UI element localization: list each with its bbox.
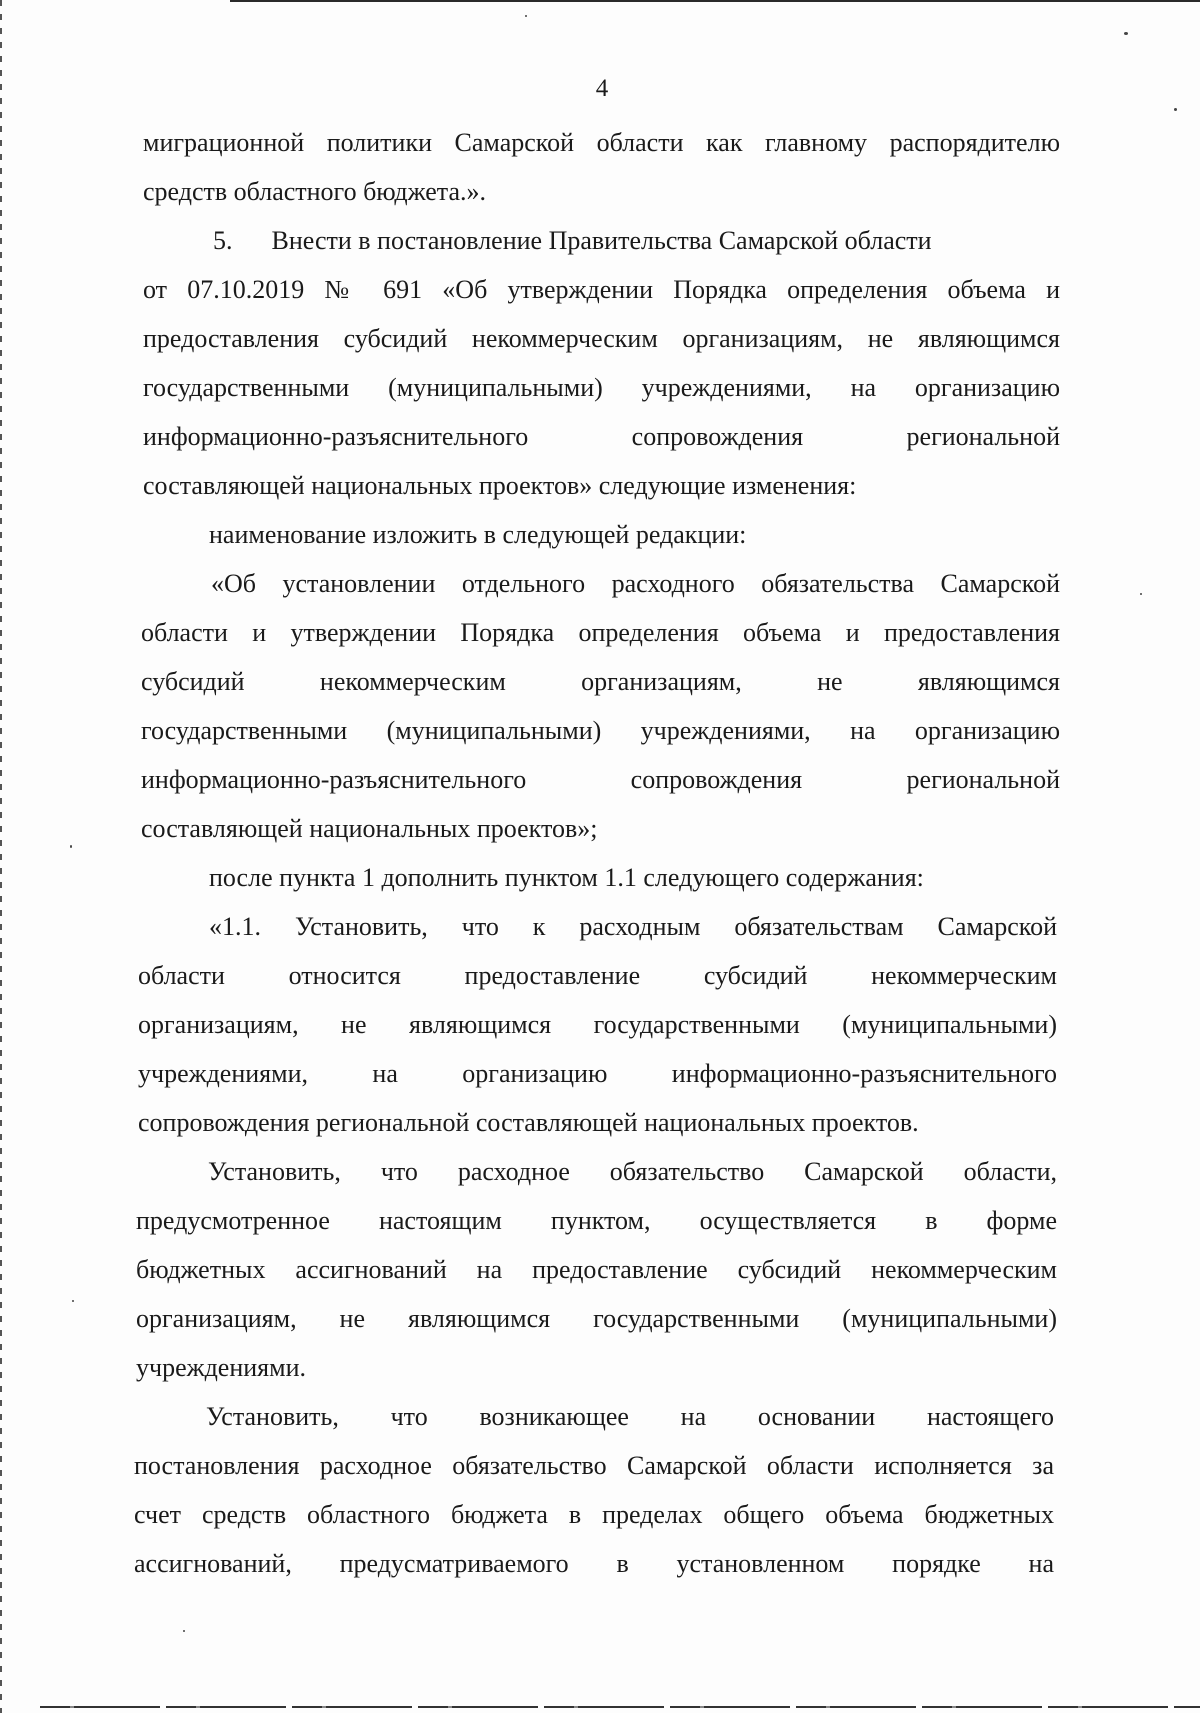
text-line-30: ассигнований, предусматриваемого в установленном порядке на — [134, 1549, 1054, 1578]
scan-edge-top — [230, 0, 1200, 2]
text-line-13: государственными (муниципальными) учреждениями, на организацию — [141, 716, 1060, 745]
text-line-3: 5. Внести в постановление Правительства Самарской области — [213, 226, 932, 255]
page-number: 4 — [595, 75, 609, 102]
text-line-8: составляющей национальных проектов» следующие изменения: — [143, 471, 857, 500]
text-line-29: счет средств областного бюджета в пределах общего объема бюджетных — [134, 1500, 1054, 1529]
text-line-15: составляющей национальных проектов»; — [141, 814, 598, 843]
text-line-22: Установить, что расходное обязательство Самарской области, — [208, 1157, 1057, 1186]
text-line-6: государственными (муниципальными) учреждениями, на организацию — [143, 373, 1060, 402]
text-line-19: организациям, не являющимся государственными (муниципальными) — [138, 1010, 1057, 1039]
text-line-10: «Об установлении отдельного расходного обязательства Самарской — [211, 569, 1060, 598]
text-line-12: субсидий некоммерческим организациям, не являющимся — [141, 667, 1060, 696]
text-line-18: области относится предоставление субсидий некоммерческим — [138, 961, 1057, 990]
scan-speck — [70, 845, 72, 848]
text-line-24: бюджетных ассигнований на предоставление субсидий некоммерческим — [136, 1255, 1057, 1284]
text-line-26: учреждениями. — [136, 1353, 307, 1382]
text-line-17: «1.1. Установить, что к расходным обязательствам Самарской — [209, 912, 1057, 941]
scan-speck — [1140, 593, 1142, 595]
scan-speck — [183, 1630, 185, 1632]
text-line-9: наименование изложить в следующей редакции: — [209, 520, 747, 549]
scan-edge-left — [0, 0, 2, 1713]
scan-speck — [1174, 108, 1177, 111]
text-line-20: учреждениями, на организацию информационно-разъяснительного — [138, 1059, 1057, 1088]
text-line-2: средств областного бюджета.». — [143, 177, 487, 206]
text-line-25: организациям, не являющимся государственными (муниципальными) — [136, 1304, 1057, 1333]
scan-speck — [525, 15, 527, 17]
scan-speck — [1124, 32, 1128, 35]
text-line-21: сопровождения региональной составляющей национальных проектов. — [138, 1108, 919, 1137]
text-line-23: предусмотренное настоящим пунктом, осуществляется в форме — [136, 1206, 1057, 1235]
text-line-27: Установить, что возникающее на основании настоящего — [206, 1402, 1054, 1431]
text-line-16: после пункта 1 дополнить пунктом 1.1 следующего содержания: — [209, 863, 924, 892]
text-line-5: предоставления субсидий некоммерческим организациям, не являющимся — [143, 324, 1060, 353]
text-line-1: миграционной политики Самарской области как главному распорядителю — [143, 128, 1060, 157]
scan-speck — [72, 1300, 74, 1302]
text-line-28: постановления расходное обязательство Самарской области исполняется за — [134, 1451, 1054, 1480]
scan-edge-bottom — [40, 1706, 1200, 1708]
text-line-4: от 07.10.2019 № 691 «Об утверждении Порядка определения объема и — [143, 275, 1060, 304]
text-line-7: информационно-разъяснительного сопровождения региональной — [143, 422, 1060, 451]
text-line-11: области и утверждении Порядка определения объема и предоставления — [141, 618, 1060, 647]
text-line-14: информационно-разъяснительного сопровождения региональной — [141, 765, 1060, 794]
